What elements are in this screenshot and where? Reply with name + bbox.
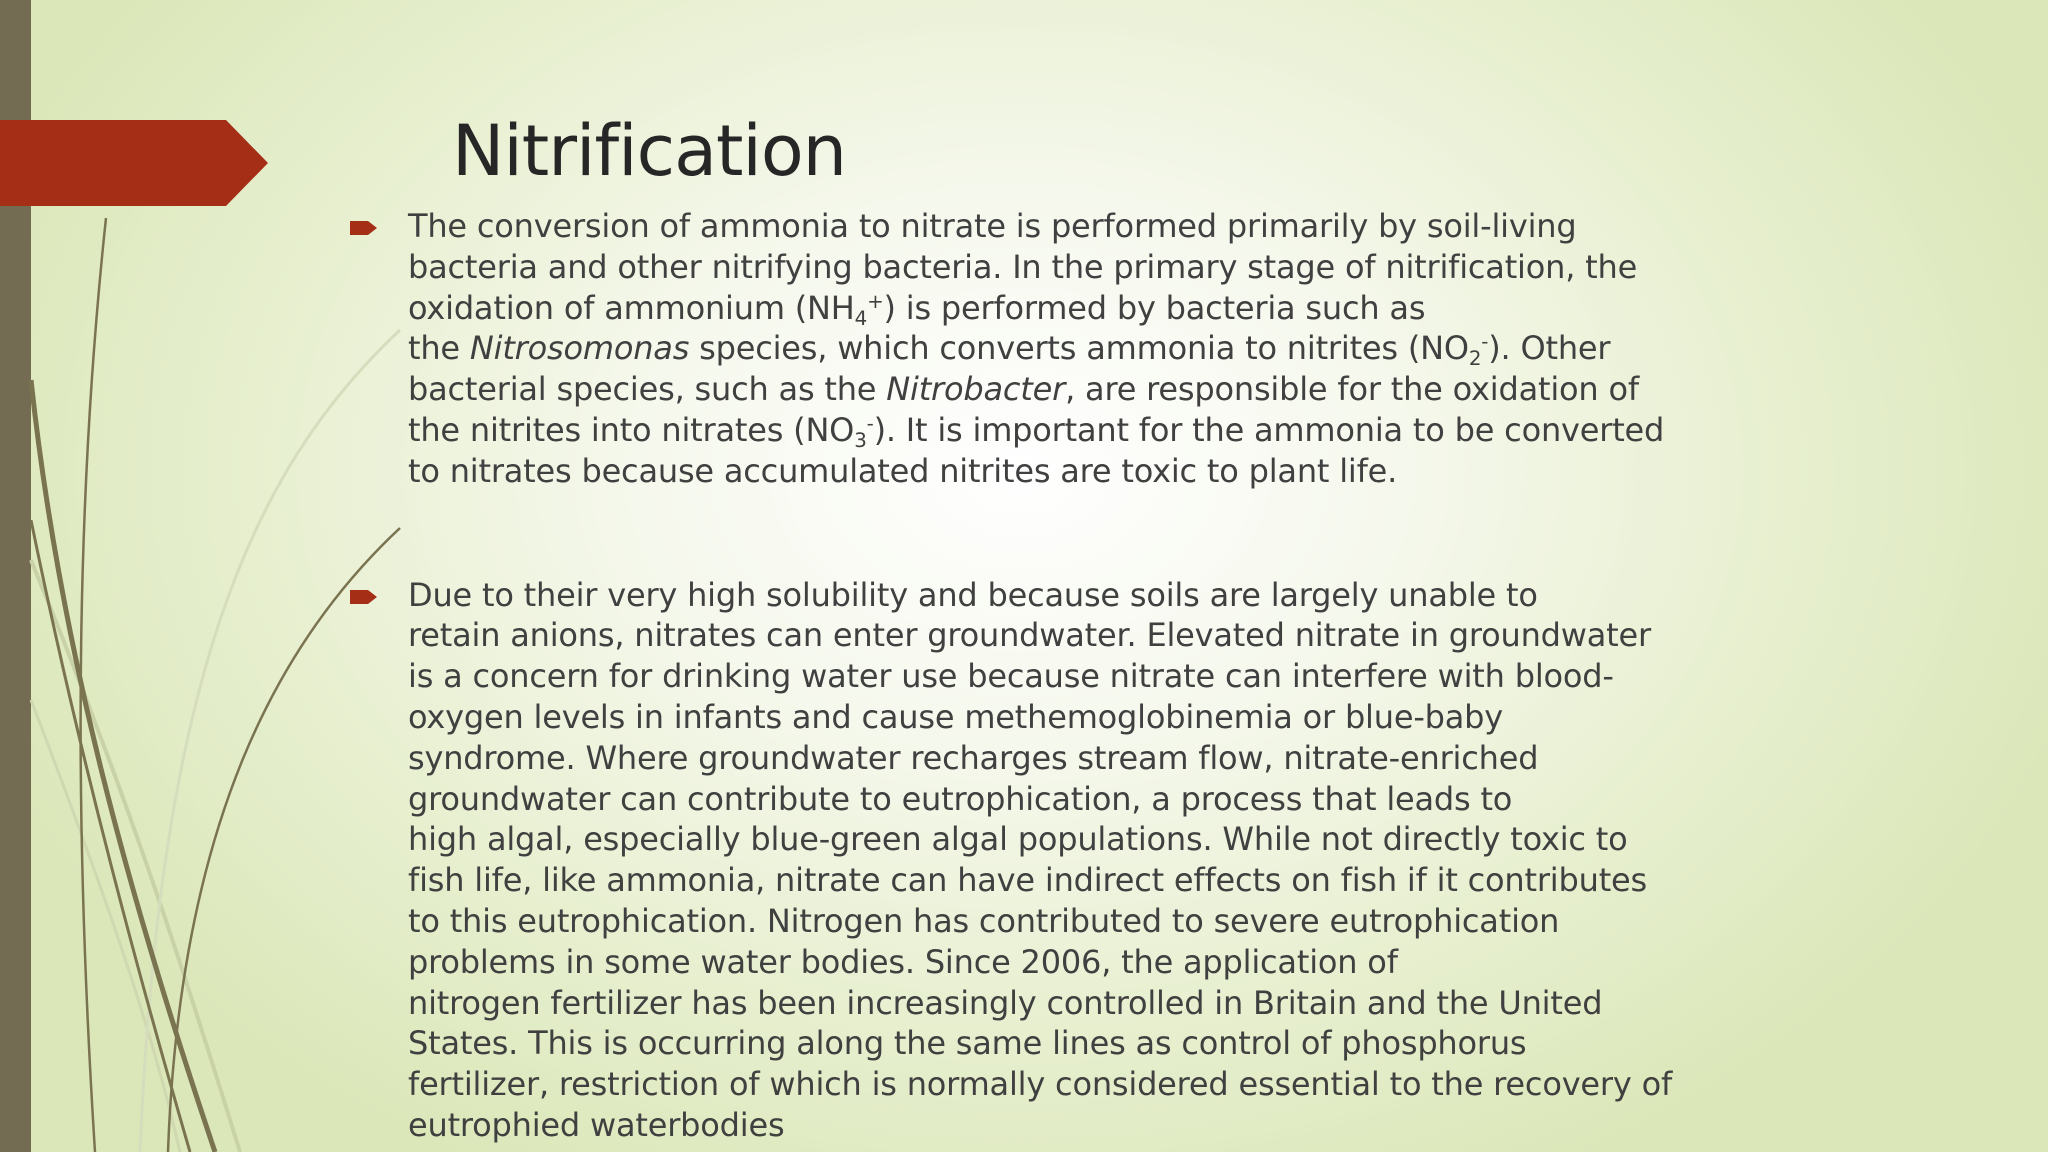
- text-run: the: [408, 329, 470, 368]
- text-run: bacteria and other nitrifying bacteria. In the primary stage of nitrification, the: [408, 247, 1638, 286]
- subscript: 4: [854, 306, 868, 330]
- text-run: to nitrates because accumulated nitrites are toxic to plant life.: [408, 451, 1398, 490]
- bullet-line: [408, 615, 1710, 656]
- superscript: -: [866, 412, 874, 436]
- bullet-line: [408, 860, 1710, 901]
- text-run: retain anions, nitrates can enter groundwater. Elevated nitrate in groundwater: [408, 616, 1651, 655]
- subscript: 2: [1468, 347, 1482, 371]
- title-flag-polygon: [0, 120, 268, 206]
- italic-text: Nitrobacter: [886, 370, 1066, 409]
- right-arrow-bullet-icon: [350, 590, 377, 604]
- text-run: , are responsible for the oxidation of: [1065, 370, 1639, 409]
- text-run: high algal, especially blue-green algal populations. While not directly toxic to: [408, 820, 1628, 859]
- text-run: States. This is occurring along the same lines as control of phosphorus: [408, 1024, 1527, 1063]
- text-run: ). It is important for the ammonia to be converted: [873, 410, 1665, 449]
- bullet-line: [408, 901, 1710, 942]
- title-flag-shape: [0, 120, 270, 206]
- bullet-line: [408, 697, 1710, 738]
- superscript: +: [867, 289, 884, 313]
- bullet-line: [408, 1023, 1710, 1064]
- superscript: -: [1481, 330, 1489, 354]
- bullet-line: [408, 738, 1710, 779]
- bullet-line: [408, 656, 1710, 697]
- text-run: Due to their very high solubility and because soils are largely unable to: [408, 575, 1538, 614]
- text-run: bacterial species, such as the: [408, 370, 887, 409]
- curve-sweep: [31, 380, 215, 1152]
- curve-tall-left: [81, 218, 106, 1152]
- text-run: syndrome. Where groundwater recharges stream flow, nitrate-enriched: [408, 738, 1539, 777]
- bullet-line: [408, 1064, 1710, 1105]
- text-run: problems in some water bodies. Since 2006, the application of: [408, 942, 1398, 981]
- bullet-line: [408, 983, 1710, 1024]
- text-run: oxygen levels in infants and cause methemoglobinemia or blue-baby: [408, 697, 1504, 736]
- bullet-line: [408, 942, 1710, 983]
- bullet-line: [408, 575, 1710, 616]
- text-run: eutrophied waterbodies: [408, 1105, 785, 1144]
- slide-content: [350, 206, 1710, 1146]
- bullet-line: [408, 369, 1710, 410]
- bullet-line: [408, 1105, 1710, 1146]
- text-run: to this eutrophication. Nitrogen has contributed to severe eutrophication: [408, 901, 1560, 940]
- text-run: oxidation of ammonium (NH: [408, 288, 855, 327]
- bullet-line: [408, 328, 1710, 369]
- text-run: nitrogen fertilizer has been increasingly controlled in Britain and the United: [408, 983, 1603, 1022]
- subscript: 3: [854, 428, 867, 452]
- bullet-line: [408, 451, 1710, 492]
- bullet-line: [408, 247, 1710, 288]
- right-arrow-bullet-icon: [350, 221, 377, 235]
- bullet-item: [350, 575, 1710, 1146]
- bullet-item: [350, 206, 1710, 492]
- text-run: the nitrites into nitrates (NO: [408, 410, 855, 449]
- text-run: groundwater can contribute to eutrophication, a process that leads to: [408, 779, 1513, 818]
- bullet-line: [408, 779, 1710, 820]
- text-run: ) is performed by bacteria such as: [883, 288, 1426, 327]
- bullet-line: [408, 819, 1710, 860]
- bullet-line: [408, 410, 1710, 451]
- curve-pale-long: [31, 560, 240, 1152]
- bullet-line: [408, 206, 1710, 247]
- text-run: ). Other: [1488, 329, 1611, 368]
- text-run: species, which converts ammonia to nitrites (NO: [689, 329, 1469, 368]
- text-run: fertilizer, restriction of which is normally considered essential to the recovery of: [408, 1065, 1673, 1104]
- text-run: fish life, like ammonia, nitrate can have indirect effects on fish if it contributes: [408, 861, 1647, 900]
- text-run: The conversion of ammonia to nitrate is performed primarily by soil-living: [408, 207, 1577, 245]
- slide-title: Nitrification: [452, 110, 847, 192]
- italic-text: Nitrosomonas: [469, 329, 690, 368]
- bullet-line: [408, 288, 1710, 329]
- text-run: is a concern for drinking water use because nitrate can interfere with blood-: [408, 657, 1614, 696]
